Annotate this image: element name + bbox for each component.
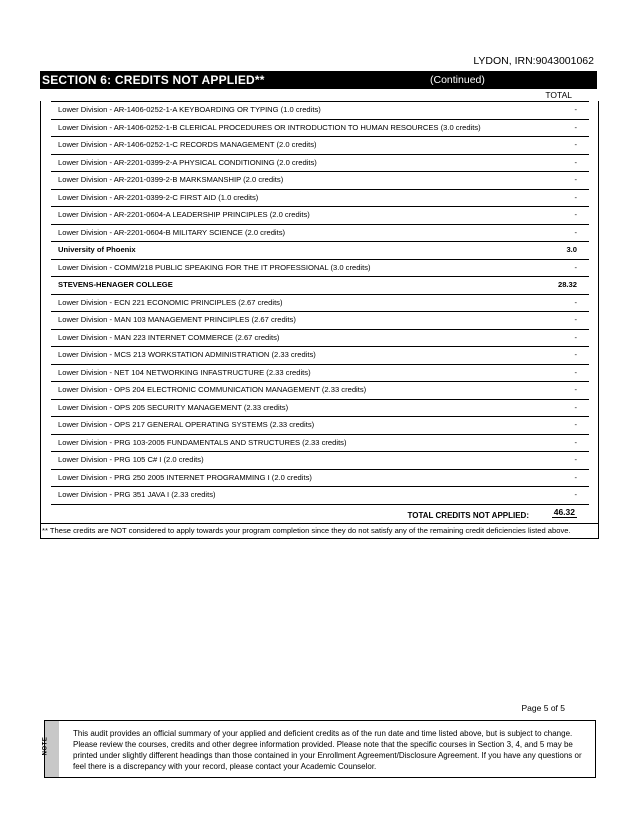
row-total: - (574, 455, 577, 464)
row-description: Lower Division - PRG 105 C# I (2.0 credits) (58, 455, 204, 464)
row-description: Lower Division - AR-1406-0252-1-C RECORDS MANAGEMENT (2.0 credits) (58, 140, 317, 149)
course-row (51, 417, 589, 435)
course-row (51, 382, 589, 400)
total-label: TOTAL CREDITS NOT APPLIED: (407, 510, 529, 520)
course-row (51, 470, 589, 488)
credit-rows (41, 101, 598, 505)
row-description: Lower Division - AR-2201-0399-2-A PHYSICAL CONDITIONING (2.0 credits) (58, 157, 317, 167)
row-description: Lower Division - AR-1406-0252-1-A KEYBOARDING OR TYPING (1.0 credits) (58, 105, 321, 114)
row-total: - (574, 315, 577, 324)
student-id: LYDON, IRN:9043001062 (473, 55, 594, 67)
course-row (51, 155, 589, 173)
note-label: NOTE (42, 736, 49, 756)
row-total: - (574, 105, 577, 114)
course-row (51, 312, 589, 330)
row-total: - (574, 472, 577, 482)
row-total: - (574, 402, 577, 412)
row-total: 28.32 (557, 280, 577, 289)
course-row (51, 347, 589, 365)
row-description: Lower Division - OPS 204 ELECTRONIC COMMUNICATION MANAGEMENT (2.33 credits) (58, 385, 367, 394)
course-row (51, 120, 589, 138)
row-description: Lower Division - PRG 351 JAVA I (2.33 credits) (58, 490, 216, 499)
row-total: - (574, 350, 577, 359)
row-description: Lower Division - OPS 217 GENERAL OPERATING SYSTEMS (2.33 credits) (58, 420, 315, 429)
footnote: ** These credits are NOT considered to apply towards your program completion since they do not satisfy any of the remaining credit deficiencies listed above. (41, 523, 598, 539)
row-total: 3.0 (566, 245, 577, 254)
note-text: This audit provides an official summary of your applied and deficient credits as of the run date and time listed above, but is subject to change. Please review the courses, credits and other degree information provided. Please note that the specific courses in Section 3, 4, and 5 may be printed under slightly different headings than those contained in your Enrollment Agreement/Disclosure Agreement. If you have any questions or feel there is a discrepancy with your record, please contact your Academic Counselor. (73, 729, 582, 771)
row-total: - (574, 332, 577, 342)
row-description: Lower Division - MAN 223 INTERNET COMMERCE (2.67 credits) (58, 332, 280, 342)
course-row (51, 295, 589, 313)
row-total: - (574, 210, 577, 219)
row-total: - (574, 385, 577, 394)
row-description: Lower Division - AR-2201-0399-2-B MARKSMANSHIP (2.0 credits) (58, 175, 284, 184)
row-description: Lower Division - PRG 103-2005 FUNDAMENTALS AND STRUCTURES (2.33 credits) (58, 437, 347, 447)
total-column-header: TOTAL (545, 90, 572, 100)
note-box (44, 720, 596, 778)
institution-row (51, 277, 589, 295)
row-description: Lower Division - MAN 103 MANAGEMENT PRINCIPLES (2.67 credits) (58, 315, 296, 324)
row-total: - (574, 227, 577, 237)
row-total: - (574, 297, 577, 307)
course-row (51, 330, 589, 348)
section-title: SECTION 6: CREDITS NOT APPLIED** (42, 73, 265, 87)
row-description: University of Phoenix (58, 245, 136, 254)
row-total: - (574, 262, 577, 272)
row-description: Lower Division - MCS 213 WORKSTATION ADMINISTRATION (2.33 credits) (58, 350, 316, 359)
total-row (51, 505, 589, 523)
section-header-bar (40, 71, 597, 89)
row-description: Lower Division - PRG 250 2005 INTERNET PROGRAMMING I (2.0 credits) (58, 472, 312, 482)
page-number: Page 5 of 5 (521, 703, 565, 713)
credits-table (40, 101, 599, 539)
course-row (51, 207, 589, 225)
row-total: - (574, 367, 577, 377)
row-total: - (574, 192, 577, 202)
row-description: Lower Division - AR-1406-0252-1-B CLERICAL PROCEDURES OR INTRODUCTION TO HUMAN RESOURCES (3.0 credits) (58, 122, 481, 132)
course-row (51, 452, 589, 470)
institution-row (51, 242, 589, 260)
course-row (51, 225, 589, 243)
row-description: Lower Division - AR-2201-0604-A LEADERSHIP PRINCIPLES (2.0 credits) (58, 210, 310, 219)
course-row (51, 101, 589, 120)
row-total: - (574, 490, 577, 499)
course-row (51, 190, 589, 208)
total-value: 46.32 (553, 506, 575, 517)
row-total: - (574, 157, 577, 167)
row-description: STEVENS-HENAGER COLLEGE (58, 280, 173, 289)
row-description: Lower Division - AR-2201-0604-B MILITARY SCIENCE (2.0 credits) (58, 227, 286, 237)
row-description: Lower Division - OPS 205 SECURITY MANAGEMENT (2.33 credits) (58, 402, 289, 412)
course-row (51, 487, 589, 505)
row-description: Lower Division - ECN 221 ECONOMIC PRINCIPLES (2.67 credits) (58, 297, 283, 307)
row-description: Lower Division - COMM/218 PUBLIC SPEAKING FOR THE IT PROFESSIONAL (3.0 credits) (58, 262, 371, 272)
row-total: - (574, 122, 577, 132)
row-total: - (574, 420, 577, 429)
course-row (51, 172, 589, 190)
row-total: - (574, 175, 577, 184)
row-description: Lower Division - NET 104 NETWORKING INFASTRUCTURE (2.33 credits) (58, 367, 311, 377)
course-row (51, 365, 589, 383)
row-total: - (574, 140, 577, 149)
row-description: Lower Division - AR-2201-0399-2-C FIRST AID (1.0 credits) (58, 192, 259, 202)
course-row (51, 137, 589, 155)
note-tab (42, 721, 59, 777)
section-continued-label: (Continued) (430, 74, 485, 86)
row-total: - (574, 437, 577, 447)
course-row (51, 400, 589, 418)
course-row (51, 260, 589, 278)
course-row (51, 435, 589, 453)
